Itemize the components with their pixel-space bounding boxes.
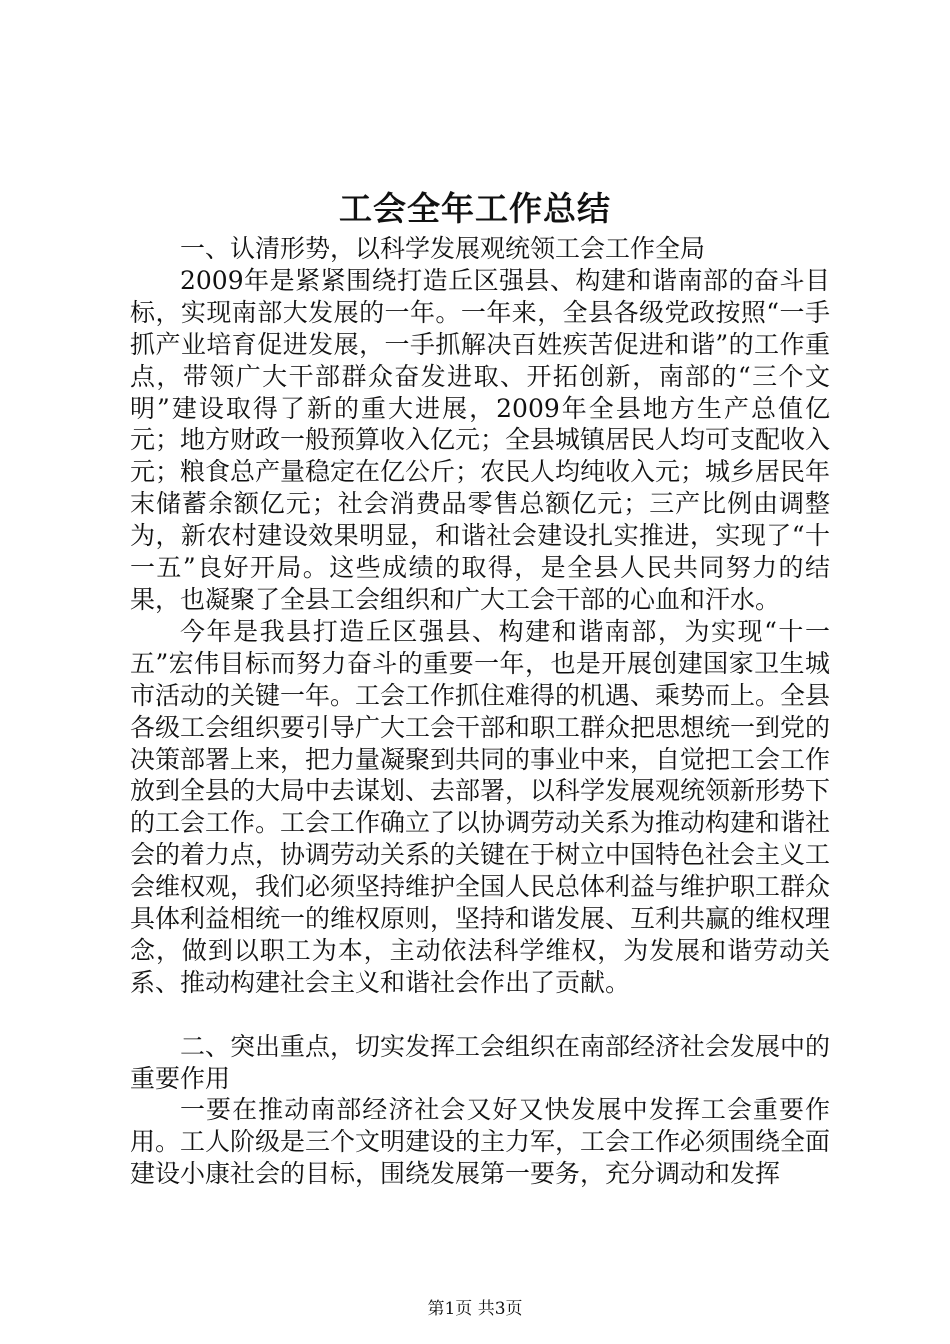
page-footer: 第1页 共3页 <box>427 1299 523 1319</box>
paragraph-3: 一要在推动南部经济社会又好又快发展中发挥工会重要作用。工人阶级是三个文明建设的主力军，工会工作必须围绕全面建设小康社会的目标，围绕发展第一要务，充分调动和发挥 <box>130 1095 831 1189</box>
paragraph-spacer <box>130 999 830 1031</box>
document-title: 工会全年工作总结 <box>339 189 611 228</box>
paragraph-1: 2009年是紧紧围绕打造丘区强县、构建和谐南部的奋斗目标，实现南部大发展的一年。一年来，全县各级党政按照“一手抓产业培育促进发展，一手抓解决百姓疾苦促进和谐”的工作重点，带领广大干部群众奋发进取、开拓创新，南部的“三个文明”建设取得了新的重大进展，2009年全县地方生产总值亿元；地方财政一般预算收入亿元；全县城镇居民人均可支配收入元；粮食总产量稳定在亿公斤；农民人均纯收入元；城乡居民年末储蓄余额亿元；社会消费品零售总额亿元；三产比例由调整为，新农村建设效果明显，和谐社会建设扎实推进，实现了“十一五”良好开局。这些成绩的取得，是全县人民共同努力的结果，也凝聚了全县工会组织和广大工会干部的心血和汗水。 <box>130 265 831 614</box>
paragraph-2: 今年是我县打造丘区强县、构建和谐南部，为实现“十一五”宏伟目标而努力奋斗的重要一年，也是开展创建国家卫生城市活动的关键一年。工会工作抓住难得的机遇、乘势而上。全县各级工会组织要引导广大工会干部和职工群众把思想统一到党的决策部署上来，把力量凝聚到共同的事业中来，自觉把工会工作放到全县的大局中去谋划、去部署，以科学发展观统领新形势下的工会工作。工会工作确立了以协调劳动关系为推动构建和谐社会的着力点，协调劳动关系的关键在于树立中国特色社会主义工会维权观，我们必须坚持维护全国人民总体利益与维护职工群众具体利益相统一的维权原则，坚持和谐发展、互利共赢的维权理念，做到以职工为本，主动依法科学维权，为发展和谐劳动关系、推动构建社会主义和谐社会作出了贡献。 <box>130 616 831 997</box>
section-heading-1: 一、认清形势，以科学发展观统领工会工作全局 <box>180 234 706 263</box>
section-heading-2: 二、突出重点，切实发挥工会组织在南部经济社会发展中的重要作用 <box>130 1031 831 1093</box>
document-body <box>130 233 830 1190</box>
